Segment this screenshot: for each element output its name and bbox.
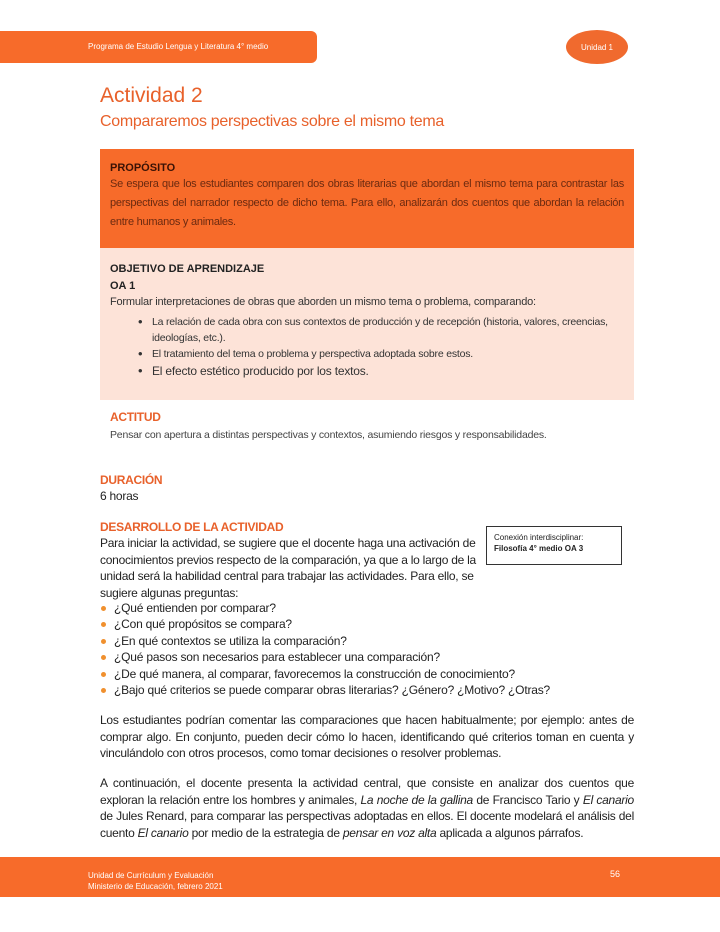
paragraph-1: Los estudiantes podrían comentar las comparaciones que hacen habitualmente; por ejemplo: antes de comprar algo. En conjunto, pueden decir cómo lo hacen, identificando qué criterios toman en cuenta y vinculándolo con otros procesos, como tomar decisiones o resolver problemas.: [100, 713, 634, 761]
development-intro: Para iniciar la actividad, se sugiere que el docente haga una activación de conocimientos previos respecto de la comparación, ya que a lo largo de la unidad será la habilidad central para trabajar las actividades. Para ello, se sugiere algunas preguntas:: [100, 536, 476, 600]
list-item: ¿En qué contextos se utiliza la comparación?: [100, 633, 550, 649]
paragraph-2: A continuación, el docente presenta la actividad central, que consiste en analizar dos cuentos que exploran la relación entre los hombres y animales, La noche de la gallina de Francisco Tario y El canario de Jules Renard, para comparar las perspectivas adoptadas en ellos. El docente modelará el análisis del cuento El canario por medio de la estrategia de pensar en voz alta aplicada a algunos párrafos.: [100, 776, 634, 840]
connection-label: Conexión interdisciplinar:: [494, 533, 584, 542]
duration-heading: DURACIÓN: [100, 473, 163, 487]
development-heading: DESARROLLO DE LA ACTIVIDAD: [100, 520, 284, 534]
footer-line-1: Unidad de Currículum y Evaluación: [88, 871, 214, 880]
header-bar: [0, 31, 317, 63]
list-item: ¿De qué manera, al comparar, favorecemos la construcción de conocimiento?: [100, 666, 550, 682]
objective-list: [110, 314, 624, 380]
list-item: • El tratamiento del tema o problema y perspectiva adoptada sobre estos.: [110, 346, 624, 362]
duration-value: 6 horas: [100, 489, 139, 503]
list-item: • El efecto estético producido por los textos.: [110, 362, 624, 380]
purpose-box: [100, 149, 634, 248]
list-item: ¿Qué pasos son necesarios para establecer una comparación?: [100, 649, 550, 665]
page-subtitle: Compararemos perspectivas sobre el mismo tema: [100, 113, 444, 130]
list-item: ¿Qué entienden por comparar?: [100, 600, 550, 616]
question-list: [100, 600, 550, 698]
page-number: 56: [610, 869, 621, 879]
unit-badge: Unidad 1: [566, 30, 628, 64]
purpose-heading: PROPÓSITO: [110, 162, 176, 174]
page-title: Actividad 2: [100, 84, 203, 107]
purpose-text: Se espera que los estudiantes comparen dos obras literarias que abordan el mismo tema para contrastar las perspectivas del narrador respecto de dicho tema. Para ello, analizarán dos cuentos que abordan la relación entre humanos y animales.: [110, 178, 624, 228]
objective-code: OA 1: [110, 280, 136, 292]
connection-value: Filosofía 4° medio OA 3: [494, 544, 584, 553]
footer-line-2: Ministerio de Educación, febrero 2021: [88, 882, 223, 891]
attitude-text: Pensar con apertura a distintas perspectivas y contextos, asumiendo riesgos y responsabilidades.: [110, 429, 547, 441]
attitude-heading: ACTITUD: [110, 410, 161, 424]
list-item: ¿Con qué propósitos se compara?: [100, 616, 550, 632]
list-item: ¿Bajo qué criterios se puede comparar obras literarias? ¿Género? ¿Motivo? ¿Otras?: [100, 682, 550, 698]
footer-bar: [0, 857, 720, 897]
objective-heading: OBJETIVO DE APRENDIZAJE: [110, 263, 265, 275]
interdisciplinary-connection-box: [486, 526, 622, 565]
objective-box: [100, 248, 634, 400]
list-item: • La relación de cada obra con sus contextos de producción y de recepción (historia, valores, creencias, ideologías, etc.).: [110, 314, 624, 346]
program-title: Programa de Estudio Lengua y Literatura 4° medio: [88, 42, 269, 51]
objective-text: Formular interpretaciones de obras que aborden un mismo tema o problema, comparando:: [110, 296, 536, 308]
